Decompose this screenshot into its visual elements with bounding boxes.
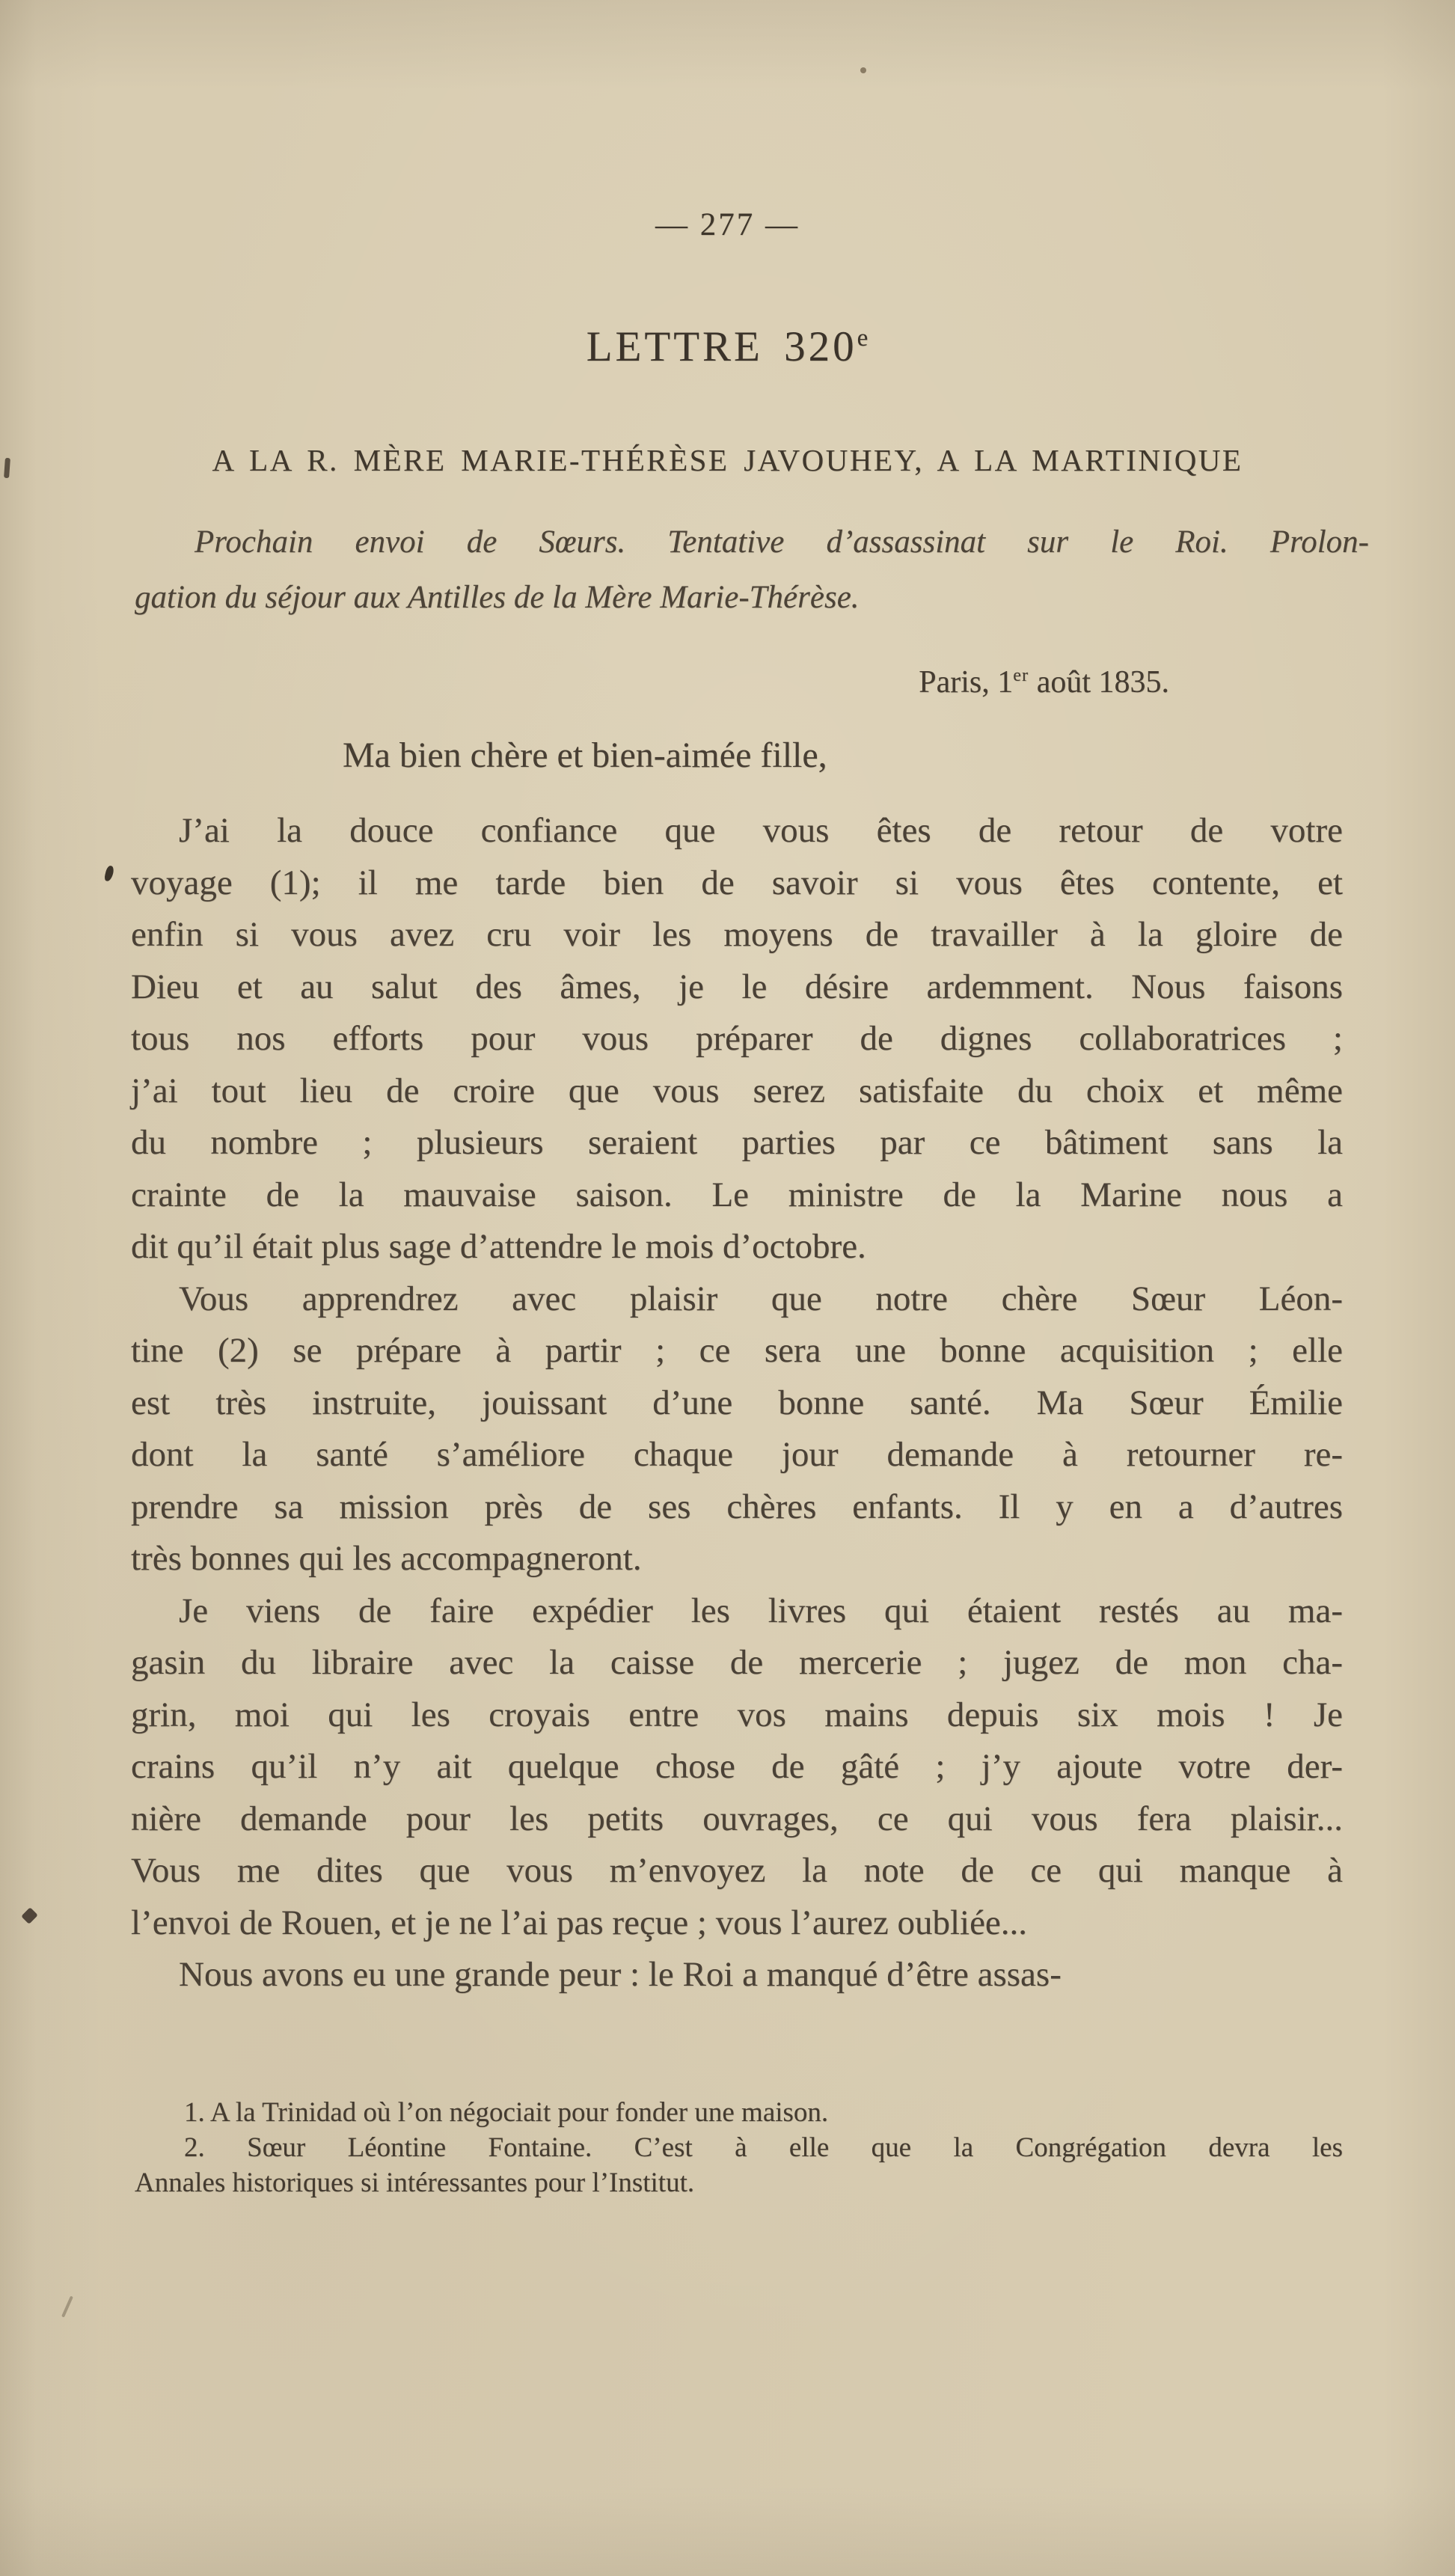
body-line: crains qu’il n’y ait quelque chose de gâté ; j’y ajoute votre der- (131, 1747, 1343, 1786)
ink-speck-bottom-slash (61, 2295, 73, 2317)
letter-title (0, 314, 1455, 370)
body-line: prendre sa mission près de ses chères enfants. Il y en a d’autres (131, 1487, 1343, 1526)
footnote-line: 2. Sœur Léontine Fontaine. C’est à elle que la Congrégation devra les (184, 2132, 1343, 2163)
body-line: tine (2) se prépare à partir ; ce sera une bonne acquisition ; elle (131, 1331, 1343, 1370)
body-line: est très instruite, jouissant d’une bonne santé. Ma Sœur Émilie (131, 1383, 1343, 1422)
dateline-prefix: Paris, 1 (919, 665, 1014, 700)
summary-line: gation du séjour aux Antilles de la Mère Marie-Thérèse. (135, 580, 860, 615)
body-line: du nombre ; plusieurs seraient parties par ce bâtiment sans la (131, 1123, 1343, 1162)
body-line: Nous avons eu une grande peur : le Roi a manqué d’être assas- (179, 1955, 1062, 1994)
ink-speck-left-diamond (21, 1907, 38, 1924)
letter-title-superscript: e (857, 325, 869, 352)
summary-block (135, 515, 1369, 625)
dateline (919, 657, 1169, 700)
body-line: dont la santé s’améliore chaque jour demande à retourner re- (131, 1435, 1343, 1474)
body-line: Je viens de faire expédier les livres qui étaient restés au ma- (179, 1591, 1343, 1630)
footnote-line: Annales historiques si intéressantes pour l’Institut. (135, 2167, 695, 2198)
body-line: enfin si vous avez cru voir les moyens de travailler à la gloire de (131, 915, 1343, 954)
dateline-superscript: er (1013, 665, 1029, 685)
letter-body (131, 805, 1343, 2001)
footnotes-block (135, 2095, 1343, 2200)
body-line: Vous me dites que vous m’envoyez la note de ce qui manque à (131, 1851, 1343, 1890)
ink-speck-margin-comma (104, 865, 115, 882)
ink-speck-top-dot (860, 67, 866, 73)
body-line: grin, moi qui les croyais entre vos mains depuis six mois ! Je (131, 1695, 1343, 1734)
body-line: gasin du libraire avec la caisse de mercerie ; jugez de mon cha- (131, 1643, 1343, 1682)
summary-line: Prochain envoi de Sœurs. Tentative d’assassinat sur le Roi. Prolon- (194, 524, 1369, 560)
body-line: crainte de la mauvaise saison. Le ministre de la Marine nous a (131, 1175, 1343, 1214)
footnote-line: 1. A la Trinidad où l’on négociait pour fonder une maison. (184, 2097, 829, 2128)
body-line: Dieu et au salut des âmes, je le désire ardemment. Nous faisons (131, 967, 1343, 1006)
dateline-suffix: août 1835. (1029, 665, 1169, 700)
body-line: J’ai la douce confiance que vous êtes de retour de votre (179, 811, 1343, 850)
body-line: voyage (1); il me tarde bien de savoir si vous êtes contente, et (131, 863, 1343, 902)
body-line: l’envoi de Rouen, et je ne l’ai pas reçue ; vous l’aurez oubliée... (131, 1903, 1028, 1942)
body-line: Vous apprendrez avec plaisir que notre chère Sœur Léon- (179, 1279, 1343, 1318)
recipient-line: A LA R. MÈRE MARIE-THÉRÈSE JAVOUHEY, A LA MARTINIQUE (212, 443, 1243, 477)
body-line: j’ai tout lieu de croire que vous serez satisfaite du choix et même (131, 1071, 1343, 1110)
page-number: — 277 — (655, 207, 800, 242)
body-line: dit qu’il était plus sage d’attendre le mois d’octobre. (131, 1227, 866, 1266)
body-line: nière demande pour les petits ouvrages, ce qui vous fera plaisir... (131, 1799, 1343, 1838)
body-line: tous nos efforts pour vous préparer de dignes collaboratrices ; (131, 1019, 1343, 1058)
body-line: très bonnes qui les accompagneront. (131, 1539, 642, 1578)
letter-title-main: LETTRE 320 (586, 323, 857, 370)
salutation-line: Ma bien chère et bien-aimée fille, (343, 735, 827, 775)
